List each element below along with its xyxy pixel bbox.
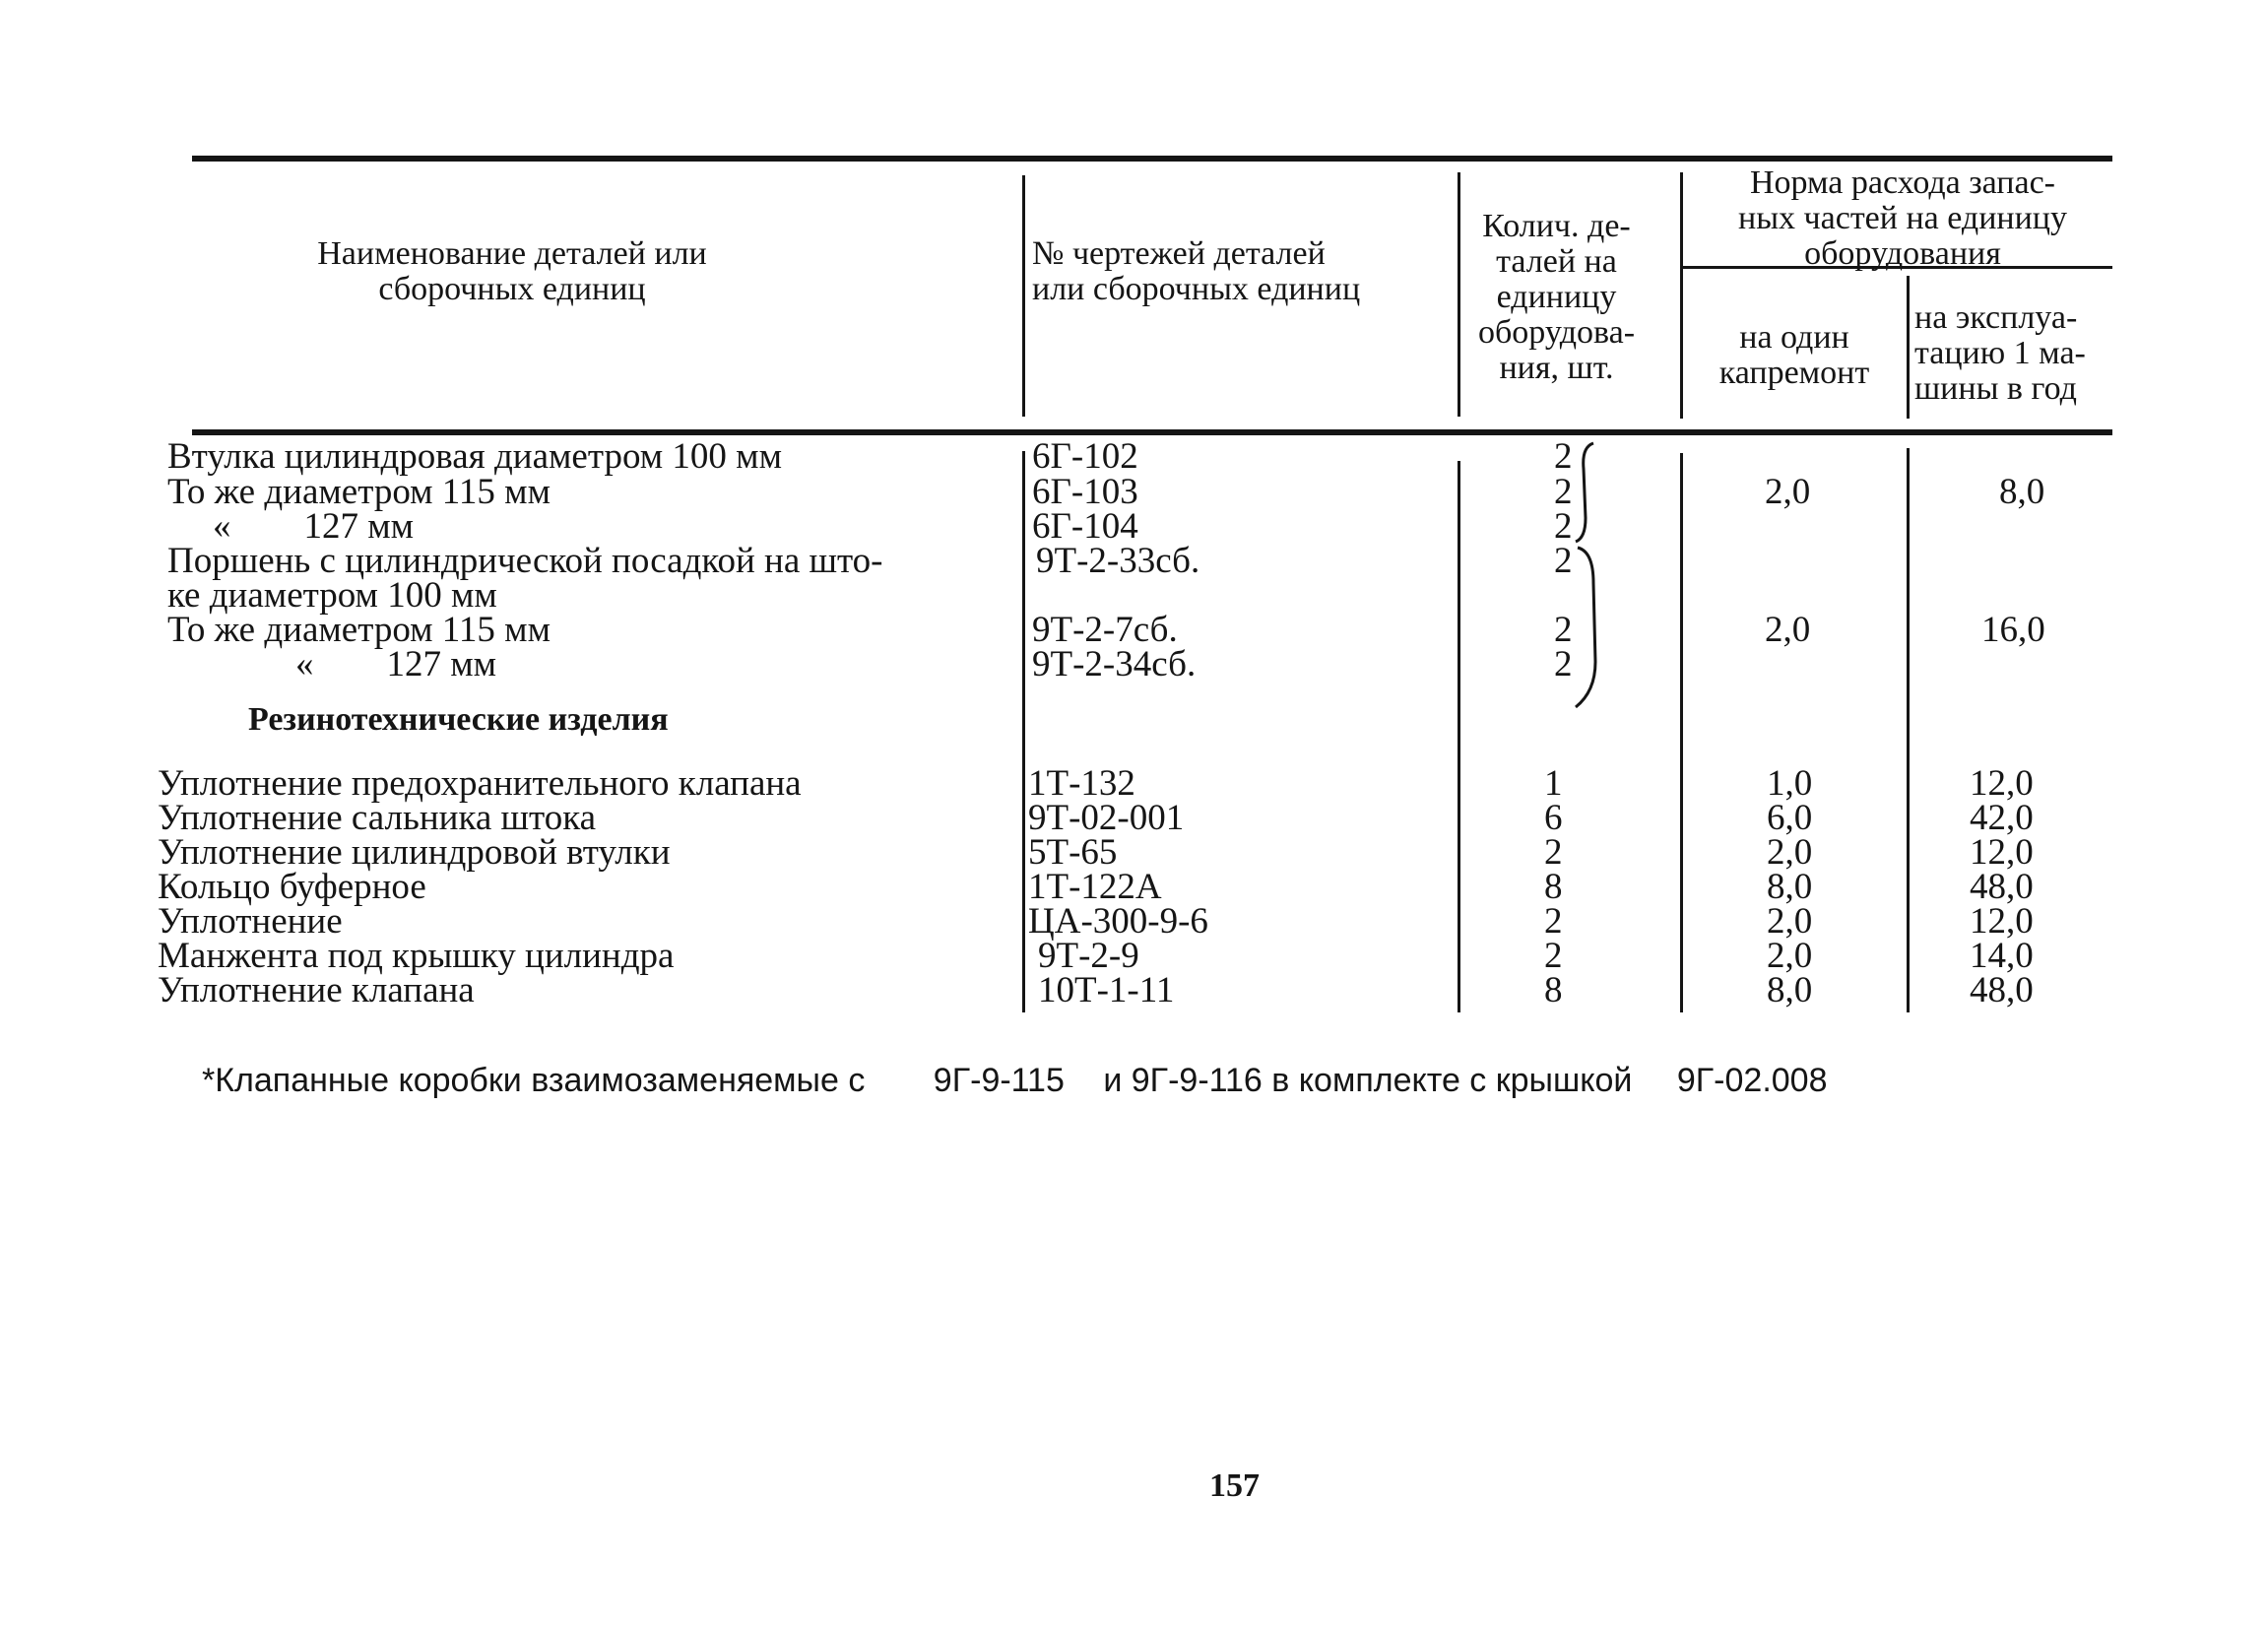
group-brace-2 [1574,544,1613,711]
group-brace-1 [1574,439,1613,548]
header-norm-line1: Норма расхода запас- [1749,164,2056,201]
header-qty-line3: единицу [1496,279,1617,315]
row-name: Втулка цилиндровая диаметром 100 мм [167,436,782,477]
row-qty: 2 [1554,644,1573,684]
header-operation [1914,300,2121,407]
page-number: 157 [1209,1467,1260,1504]
row-drawing: 6Г-104 [1032,506,1138,547]
row-name: То же диаметром 115 мм [167,472,551,512]
header-repair-line1: на один [1739,319,1849,356]
row-drawing: ЦА-300-9-6 [1028,901,1208,942]
header-bottom-rule [192,429,2112,435]
row2-2 [0,798,2268,838]
row-qty: 2 [1544,832,1563,873]
header-operation-line1: на эксплуа- [1914,299,2078,336]
row-qty: 2 [1554,472,1573,512]
row-qty: 6 [1544,798,1563,838]
row-4 [0,541,2268,581]
row-operation: 48,0 [1970,867,2034,907]
header-norm [1686,165,2119,272]
row-2 [0,472,2268,512]
row-repair: 1,0 [1767,763,1813,804]
row-drawing: 5Т-65 [1028,832,1118,873]
row-repair: 2,0 [1767,832,1813,873]
row-name: « 127 мм [213,506,415,547]
col-divider-norm [1680,172,1683,419]
row-repair: 2,0 [1765,472,1811,512]
header-name-line2: сборочных единиц [378,271,646,307]
header-qty-line4: оборудова- [1477,314,1636,351]
row-operation: 16,0 [1981,610,2045,650]
header-norm-line3: оборудования [1804,235,2001,272]
row-name: ке диаметром 100 мм [167,575,497,616]
row-qty: 2 [1554,506,1573,547]
row-operation: 12,0 [1970,901,2034,942]
footnote-part2: 9Г-9-115 [933,1062,1065,1099]
row-drawing: 6Г-103 [1032,472,1138,512]
row-drawing: 10Т-1-11 [1038,970,1175,1010]
row-drawing: 1Т-132 [1028,763,1135,804]
header-drawing-line1: № чертежей деталей [1032,235,1326,272]
row-qty: 8 [1544,970,1563,1010]
row-7 [0,644,2268,684]
row-5 [0,575,2268,616]
row-operation: 12,0 [1970,832,2034,873]
row-name: Уплотнение предохранительного клапана [158,763,802,804]
row-drawing: 9Т-2-33сб. [1036,541,1200,581]
header-drawing-line2: или сборочных единиц [1032,271,1361,307]
footnote-part3: и 9Г-9-116 в комплекте с крышкой [1103,1062,1633,1099]
footnote [202,1062,1828,1100]
row-operation: 8,0 [1999,472,2045,512]
row-qty: 1 [1544,763,1563,804]
row-repair: 8,0 [1767,970,1813,1010]
row-drawing: 9Т-2-9 [1038,936,1139,976]
row-name: Манжента под крышку цилиндра [158,936,675,976]
header-name [236,236,788,307]
row-name: Уплотнение [158,901,343,942]
header-operation-line3: шины в год [1914,370,2077,407]
row2-1 [0,763,2268,804]
footnote-part1: *Клапанные коробки взаимозаменяемые с [202,1062,866,1099]
row2-6 [0,936,2268,976]
row-name: Уплотнение сальника штока [158,798,597,838]
top-rule [192,156,2112,162]
col-divider-operation [1907,276,1910,419]
header-repair [1686,320,1903,391]
header-qty-line5: ния, шт. [1499,350,1614,386]
row-operation: 14,0 [1970,936,2034,976]
row-name: То же диаметром 115 мм [167,610,551,650]
header-norm-line2: ных частей на единицу [1738,200,2067,236]
row-repair: 6,0 [1767,798,1813,838]
row-6 [0,610,2268,650]
row2-4 [0,867,2268,907]
header-name-line1: Наименование деталей или [317,235,707,272]
footnote-part4: 9Г-02.008 [1676,1062,1828,1099]
row-drawing: 9Т-02-001 [1028,798,1185,838]
row-qty: 2 [1544,901,1563,942]
row-name: Уплотнение цилиндровой втулки [158,832,671,873]
header-qty-line2: талей на [1496,243,1617,280]
row-qty: 2 [1544,936,1563,976]
row-name: « 127 мм [295,644,497,684]
row-qty: 2 [1554,436,1573,477]
row-name: Уплотнение клапана [158,970,475,1010]
row-operation: 12,0 [1970,763,2034,804]
row2-5 [0,901,2268,942]
row-repair: 2,0 [1767,901,1813,942]
row-qty: 2 [1554,610,1573,650]
row-1 [0,436,2268,477]
row-operation: 48,0 [1970,970,2034,1010]
section-title: Резинотехнические изделия [248,701,669,738]
row2-3 [0,832,2268,873]
header-operation-line2: тацию 1 ма- [1914,335,2086,371]
row-qty: 8 [1544,867,1563,907]
row-repair: 2,0 [1765,610,1811,650]
row-drawing: 9Т-2-7сб. [1032,610,1178,650]
header-qty [1465,209,1648,386]
header-repair-line2: капремонт [1718,355,1870,391]
row-3 [0,506,2268,547]
header-qty-line1: Колич. де- [1482,208,1631,244]
row-name: Поршень с цилиндрической посадкой на што- [167,541,883,581]
row-qty: 2 [1554,541,1573,581]
col-divider-drawing [1022,175,1025,417]
header-drawing [1032,236,1360,307]
row-operation: 42,0 [1970,798,2034,838]
row2-7 [0,970,2268,1010]
row-repair: 8,0 [1767,867,1813,907]
row-name: Кольцо буферное [158,867,426,907]
row-drawing: 9Т-2-34сб. [1032,644,1197,684]
col-divider-qty [1458,172,1460,417]
row-repair: 2,0 [1767,936,1813,976]
row-drawing: 6Г-102 [1032,436,1138,477]
row-drawing: 1Т-122А [1028,867,1162,907]
